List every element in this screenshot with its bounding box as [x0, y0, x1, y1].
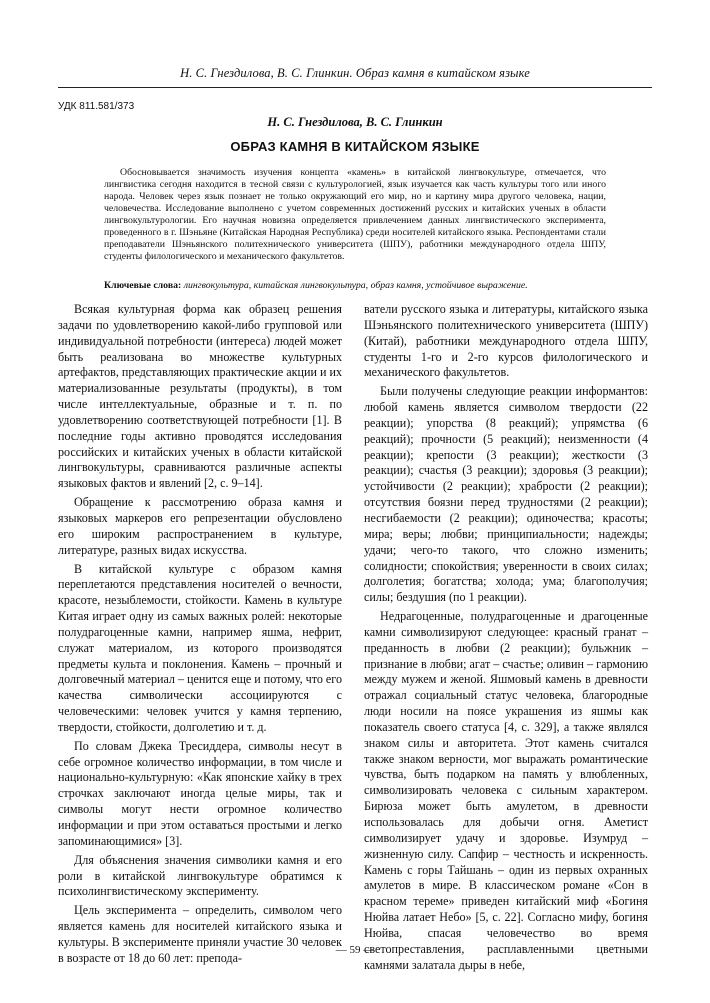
authors: Н. С. Гнездилова, В. С. Глинкин [267, 115, 443, 129]
paragraph: Были получены следующие реакции информантов: любой камень является символом твердости (22 реакции); упорства (8 реакций); упрямства (6 реакций); прочности (5 реакций); неизменности (4 реакции); крепости (3 реакции); жесткости (3 реакции); счастья (3 реакции); здоровья (3 реакции); устойчивости (2 реакции); храбрости (2 реакции); отсутствия боязни перед трудностями (2 реакции); несгибаемости (2 реакции); одиночества; красоты; мира; веры; любви; принципиальности; надежды; удачи; чего-то такого, что сложно изменить; солидности; спокойствия; уверенности в своих силах; долголетия; богатства; холода; ума; благополучия; силы; бездушия (по 1 реакции). [364, 384, 648, 605]
paragraph: Цель эксперимента – определить, символом чего является камень для носителей китайского языка и культуры. В эксперименте приняли участие 30 человек в возрасте от 18 до 60 лет: препода- [58, 903, 342, 965]
keywords [104, 280, 606, 292]
udc-code: УДК 811.581/373 [58, 101, 135, 112]
paragraph: Обращение к рассмотрению образа камня и языковых маркеров его репрезентации обусловлено его широким распространением в культуре, литературе, разных видах искусства. [58, 495, 342, 557]
abstract [104, 167, 606, 263]
paragraph: Для объяснения значения символики камня и его роли в китайской лингвокультуре обратимся к психолингвистическому эксперименту. [58, 852, 342, 899]
keywords-label: Ключевые слова: [104, 280, 182, 291]
left-column [58, 302, 342, 970]
keywords-text: лингвокультура, китайская лингвокультура, образ камня, устойчивое выражение. [183, 280, 528, 291]
header-rule [58, 87, 652, 88]
article-title: ОБРАЗ КАМНЯ В КИТАЙСКОМ ЯЗЫКЕ [230, 139, 480, 154]
abstract-text: Обосновывается значимость изучения концепта «камень» в китайской лингвокультуре, отмечается, что лингвистика сегодня находится в тесной связи с культурологией, язык изучается как часть культуры того или иного народа. Человек через язык познает не только окружающий его мир, но и картину мира другого человека, нации, человечества. Исследование выполнено с учетом современных достижений русских и китайских ученых в области лингвокультурологии. Его научная новизна определяется привлечением данных лингвистического эксперимента, проведенного в г. Шэньяне (Китайская Народная Республика) среди носителей китайского языка. Респондентами стали преподаватели Шэньянского политехнического университета (ШПУ), работники международного отдела ШПУ, студенты филологического и механического факультетов. [104, 167, 606, 262]
page-number: — 59 — [335, 944, 375, 956]
paragraph: Недрагоценные, полудрагоценные и драгоценные камни символизируют следующее: красный гранат – преданность в любви (2 реакции); бульжник – признание в любви; агат – счастье; оливин – гармонию между мужем и женой. Яшмовый камень в древности отражал социальный статус человека, благородные люди носили на поясе украшения из яшмы как показатель своего статуса [4, с. 329], а также являлся знаком силы и авторитета. Этот камень считался также знаком верности, мог выражать романтические чувства, быть подарком на память у влюбленных, символизировать человека с сильным характером. Бирюза может быть амулетом, в древности использовалась для добычи огня. Аметист символизирует удачу и здоровье. Изумруд – жизненную силу. Сапфир – честность и искренность. Камень с горы Тайшань – один из первых охранных амулетов в мире. В классическом романе «Сон в красном тереме» приведен китайский миф «Богиня Нюйва латает Небо» [5, с. 22]. Согласно мифу, богиня Нюйва, спасая человечество во время светопреставления, расплавленными цветными камнями залатала дыры в небе, [364, 609, 648, 972]
paragraph: ватели русского языка и литературы, китайского языка Шэньянского политехнического университета (ШПУ) (Китай), работники международного отдела ШПУ, студенты 1-го и 2-го курсов филологического и механического факультетов. [364, 302, 648, 380]
running-header: Н. С. Гнездилова, В. С. Глинкин. Образ камня в китайском языке [180, 66, 530, 80]
paragraph: В китайской культуре с образом камня переплетаются представления носителей о вечности, красоте, незыблемости, стойкости. Камень в культуре Китая играет одну из самых важных ролей: некоторые полудрагоценные камни, например яшма, нефрит, служат материалом, из которого производятся предметы культа и поклонения. Камень – прочный и долговечный материал – ценится еще и потому, что его качества символически ассоциируются с человеческими: человек учится у камня терпению, твердости, стойкости, долголетию и т. д. [58, 561, 342, 734]
paragraph: По словам Джека Тресиддера, символы несут в себе огромное количество информации, в том числе и национально-культурную: «Как японские хайку в трех строчках заключают иногда целые миры, так и символы могут нести огромное количество информации и при этом оставаться простыми и легко запоминающимися» [3]. [58, 738, 342, 848]
paragraph: Всякая культурная форма как образец решения задачи по удовлетворению какой-либо групповой или индивидуальной потребности (интереса) людей может быть реализована во множестве культурных артефактов, представляющих практические акции и их материализованные результаты (продукты), в том числе интеллектуальные, образные и т. п. по удовлетворению соответствующей потребности [1]. В последние годы активно проводятся исследования российских и китайских ученых в области китайской лингвокультуры, сравниваются различные аспекты языковых фактов и явлений [2, с. 9–14]. [58, 302, 342, 491]
right-column [364, 302, 648, 976]
